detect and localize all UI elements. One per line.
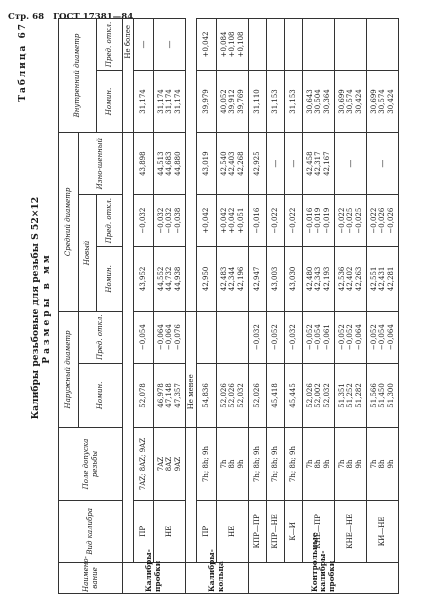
cell-inner-nom: 30,699 30,574 30,424 <box>367 70 399 132</box>
cell-vid: К—И <box>285 500 303 562</box>
cell-outer-pred <box>217 311 249 363</box>
cell-outer-nom: 52,026 <box>249 363 267 428</box>
cell-middle-pred: −0,022 −0,025 −0,025 <box>335 195 367 247</box>
table-label: Таблица 67 <box>18 22 28 102</box>
cell-middle-nom: 42,483 42,344 42,196 <box>217 247 249 312</box>
table-row <box>197 19 217 594</box>
cell-inner-nom: 40,052 39,912 39,769 <box>217 70 249 132</box>
cell-worn: — <box>335 133 367 195</box>
cell-outer-pred: −0,052 −0,052 −0,064 <box>335 311 367 363</box>
cell-inner-nom: 31,174 <box>134 70 154 132</box>
cell-outer-pred: −0,054 <box>134 311 154 363</box>
cell-vid: НЕ <box>217 500 249 562</box>
cell-middle-pred: −0,032 <box>134 195 154 247</box>
cell-outer-nom: 46,978 47,148 47,357 <box>154 363 186 428</box>
cell-worn: 42,458 42,317 42,167 <box>303 133 335 195</box>
table-title: Калибры резьбовые для резьбы S 52×12 <box>30 196 41 420</box>
cell-middle-nom: 42,950 <box>197 247 217 312</box>
cell-middle-nom: 42,536 42,402 42,263 <box>335 247 367 312</box>
cell-outer-pred: −0,064 −0,064 −0,076 <box>154 311 186 363</box>
col-worn: Изно-шенный <box>79 133 123 195</box>
cell-inner-nom: 30,699 30,574 30,424 <box>335 70 367 132</box>
cell-middle-nom: 42,480 42,343 42,193 <box>303 247 335 312</box>
col-inner: Внутренний диаметр <box>59 19 97 133</box>
cell-worn: 42,925 <box>249 133 267 195</box>
col-inner-pred: Пред. откл. <box>97 19 123 71</box>
col-inner-nom: Номин. <box>97 70 123 132</box>
cell-middle-nom: 44,552 44,732 44,938 <box>154 247 186 312</box>
cell-pole: 7h; 8h; 9h <box>249 428 267 501</box>
table-subtitle: Размеры в мм <box>42 252 52 364</box>
cell-outer-nom: 54,836 <box>197 363 217 428</box>
cell-vid: НЕ <box>154 500 186 562</box>
cell-outer-pred: −0,052 <box>267 311 285 363</box>
group-kontrolnye: Контрольные калибры-пробки <box>249 562 399 593</box>
cell-worn: — <box>267 133 285 195</box>
col-vid: Вид калибра <box>59 500 123 562</box>
group-kalibry-probki: Калибры-пробки <box>123 562 186 593</box>
table-row <box>285 19 303 594</box>
cell-pole: 7AZ 8AZ 9AZ <box>154 428 186 501</box>
cell-inner-pred <box>367 19 399 71</box>
cell-outer-nom: 45,445 <box>285 363 303 428</box>
cell-inner-pred <box>285 19 303 71</box>
cell-middle-pred: +0,042 <box>197 195 217 247</box>
table-row <box>249 19 267 594</box>
cell-middle-pred: −0,016 −0,019 −0,019 <box>303 195 335 247</box>
table-row <box>335 19 367 594</box>
cell-middle-pred: +0,042 +0,042 +0,051 <box>217 195 249 247</box>
cell-outer-nom: 45,418 <box>267 363 285 428</box>
cell-pole: 7h; 8h; 9h <box>285 428 303 501</box>
cell-pole: 7h 8h 9h <box>335 428 367 501</box>
cell-outer-pred: −0,052 −0,054 −0,061 <box>303 311 335 363</box>
col-outer-nom: Номин. <box>79 363 123 428</box>
cell-pole: 7h; 8h; 9h <box>197 428 217 501</box>
cell-worn: — <box>285 133 303 195</box>
cell-inner-nom: 39,979 <box>197 70 217 132</box>
cell-pole: 7h; 8h; 9h <box>267 428 285 501</box>
col-middle: Средний диаметр <box>59 133 79 312</box>
cell-inner-nom: 31,153 <box>267 70 285 132</box>
cell-inner-nom: 31,174 31,174 31,174 <box>154 70 186 132</box>
cell-worn: 44,513 44,683 44,880 <box>154 133 186 195</box>
cell-inner-pred <box>335 19 367 71</box>
cell-pole: 7h 8h 9h <box>303 428 335 501</box>
cell-outer-nom: 51,351 51,252 51,282 <box>335 363 367 428</box>
cell-outer-nom: 52,078 <box>134 363 154 428</box>
cell-middle-nom: 42,551 42,431 42,281 <box>367 247 399 312</box>
col-new: Новый <box>79 195 97 312</box>
cell-middle-pred: −0,022 <box>267 195 285 247</box>
cell-outer-nom: 52,026 52,002 52,032 <box>303 363 335 428</box>
cell-vid: КНЕ—НЕ <box>335 500 367 562</box>
cell-worn: — <box>367 133 399 195</box>
table-row <box>267 19 285 594</box>
cell-vid: КИ—НЕ <box>367 500 399 562</box>
cell-inner-nom: 31,153 <box>285 70 303 132</box>
cell-vid: КНЕ—ПР <box>303 500 335 562</box>
cell-inner-pred: +0,084 +0,108 +0,108 <box>217 19 249 71</box>
cell-inner-pred <box>303 19 335 71</box>
cell-vid: КПР—ПР <box>249 500 267 562</box>
cell-inner-pred: — <box>134 19 154 71</box>
table-row <box>367 19 399 594</box>
cell-outer-nom: 51,566 51,450 51,300 <box>367 363 399 428</box>
cell-inner-pred: — <box>154 19 186 71</box>
cell-outer-pred: −0,032 <box>249 311 267 363</box>
note-ne-menee: Не менее <box>186 311 197 428</box>
cell-inner-pred <box>267 19 285 71</box>
cell-worn: 43,019 <box>197 133 217 195</box>
cell-middle-nom: 42,947 <box>249 247 267 312</box>
cell-outer-pred: −0,032 <box>285 311 303 363</box>
cell-worn: 42,540 42,403 42,268 <box>217 133 249 195</box>
cell-middle-nom: 43,003 <box>267 247 285 312</box>
cell-inner-nom: 30,643 30,504 30,364 <box>303 70 335 132</box>
cell-vid: ПР <box>197 500 217 562</box>
cell-outer-nom: 52,026 52,026 52,032 <box>217 363 249 428</box>
table-row <box>217 19 249 594</box>
note-ne-bolee: Не более <box>123 19 134 133</box>
col-outer: Наружный диаметр <box>59 311 79 428</box>
cell-pole: 7h 8h 9h <box>367 428 399 501</box>
cell-inner-pred: +0,042 <box>197 19 217 71</box>
standard-number: ГОСТ 17381—84 <box>53 12 134 22</box>
table-row <box>154 19 186 594</box>
col-outer-pred: Пред. откл. <box>79 311 123 363</box>
cell-middle-nom: 43,030 <box>285 247 303 312</box>
cell-middle-pred: −0,022 −0,026 −0,026 <box>367 195 399 247</box>
cell-outer-pred <box>197 311 217 363</box>
cell-inner-nom: 31,110 <box>249 70 267 132</box>
cell-vid: ПР <box>134 500 154 562</box>
cell-middle-pred: −0,032 −0,032 −0,038 <box>154 195 186 247</box>
cell-middle-nom: 43,952 <box>134 247 154 312</box>
rotated-table-area <box>18 18 418 598</box>
cell-worn: 43,898 <box>134 133 154 195</box>
col-middle-pred: Пред. откл. <box>97 195 123 247</box>
cell-outer-pred: −0,052 −0,054 −0,064 <box>367 311 399 363</box>
page-number: Стр. 68 <box>8 12 45 22</box>
cell-inner-pred <box>249 19 267 71</box>
col-middle-nom: Номин. <box>97 247 123 312</box>
col-pole: Поле допуска резьбы <box>59 428 123 501</box>
group-kalibry-kolca: Калибры-кольца <box>186 562 249 593</box>
cell-middle-pred: −0,022 <box>285 195 303 247</box>
cell-middle-pred: −0,016 <box>249 195 267 247</box>
gauge-table <box>58 18 399 594</box>
cell-vid: КПР—НЕ <box>267 500 285 562</box>
table-row <box>134 19 154 594</box>
col-naimenovanie: Наимено-вание <box>59 562 123 593</box>
table-row <box>303 19 335 594</box>
cell-pole: 7h 8h 9h <box>217 428 249 501</box>
cell-pole: 7AZ; 8AZ; 9AZ <box>134 428 154 501</box>
